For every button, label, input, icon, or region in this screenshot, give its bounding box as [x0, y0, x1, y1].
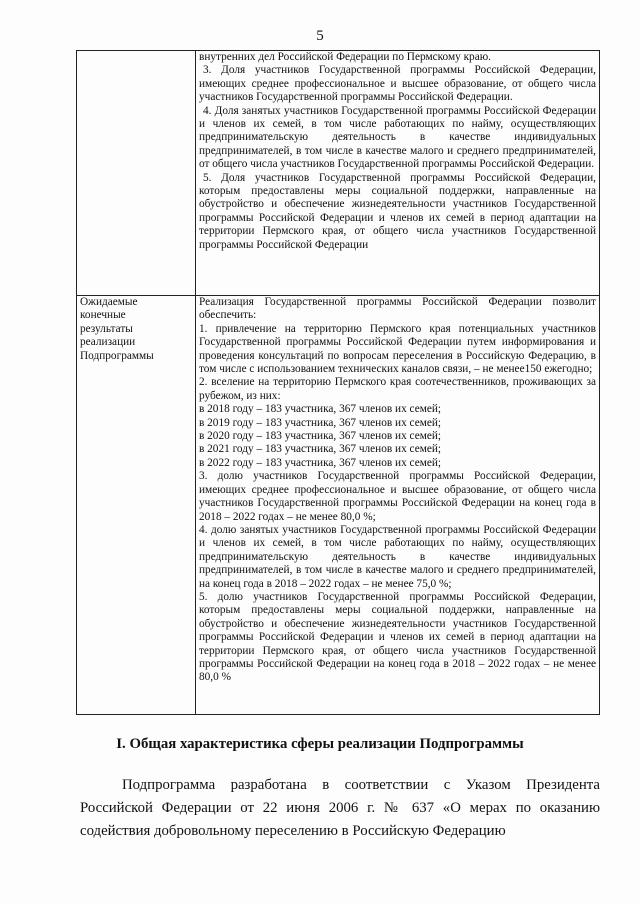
year-line-2018: в 2018 году – 183 участника, 367 членов их семей;: [199, 403, 442, 416]
page-number: 5: [316, 28, 324, 44]
result-item-1: 1. привлечение на территорию Пермского края потенциальных участников Государственной программы Российской Федерации путем информирования и проведения консультаций по вопросам переселения в Российскую Федерацию, в том числе с использованием технических каналов связи, – не менее150 ежегодно;: [199, 322, 596, 376]
row-label-cell: [77, 51, 196, 296]
result-item-2: 2. вселение на территорию Пермского края соотечественников, проживающих за рубежом, из них:: [199, 376, 596, 402]
row-content-cell: [196, 51, 600, 296]
year-line-2021: в 2021 году – 183 участника, 367 членов их семей;: [199, 443, 442, 456]
year-line-2019: в 2019 году – 183 участника, 367 членов их семей;: [199, 416, 442, 429]
indicator-4-text: 4. Доля занятых участников Государственной программы Российской Федерации и членов их семей, в том числе работающих по найму, осуществляющих предпринимательскую деятельность в качестве индивидуальных предпринимателей, в том числе в качестве малого и среднего предпринимателей, от общего числа участников Государственной программы Российской Федерации.: [199, 104, 596, 171]
indicator-3-text: 3. Доля участников Государственной программы Российской Федерации, имеющих среднее профессиональное и высшее образование, от общего числа участников Государственной программы Российской Федерации.: [199, 64, 596, 104]
indicator-text-continued: внутренних дел Российской Федерации по Пермскому краю.: [199, 51, 491, 63]
year-line-2020: в 2020 году – 183 участника, 367 членов их семей;: [199, 430, 442, 443]
body-paragraph: Подпрограмма разработана в соответствии с Указом Президента Российской Федерации от 22 июня 2006 г. № 637 «О мерах по оказанию содействия добровольному переселению в Российскую Федерацию: [80, 777, 600, 839]
indicator-5-text: 5. Доля участников Государственной программы Российской Федерации, которым предоставлены меры социальной поддержки, направленные на обустройство и обеспечение жизнедеятельности участников Государственной программы Российской Федерации и членов их семей в период адаптации на территории Пермского края, от общего числа участников Государственной программы Российской Федерации: [199, 171, 596, 251]
result-item-5: 5. долю участников Государственной программы Российской Федерации, которым предоставлены меры социальной поддержки, направленные на обустройство и обеспечение жизнедеятельности участников Государственной программы Российской Федерации и членов их семей в период адаптации на территории Пермского края, от общего числа участников Государственной программы Российской Федерации на конец года в 2018 – 2022 годах – не менее 80,0 %: [199, 590, 596, 684]
row-content-cell: [196, 296, 600, 715]
section-heading: I. Общая характеристика сферы реализации Подпрограммы: [116, 736, 524, 752]
table-row: [77, 51, 600, 296]
program-passport-table: [76, 50, 600, 715]
result-item-3: 3. долю участников Государственной программы Российской Федерации, имеющих среднее профессиональное и высшее образование, от общего числа участников Государственной программы Российской Федерации на конец года в 2018 – 2022 годах – не менее 80,0 %;: [199, 470, 596, 523]
row-label-cell: [77, 296, 196, 715]
table-row: [77, 296, 600, 715]
expected-results-label: Ожидаемые конечные результаты реализации Подпрограммы: [80, 296, 154, 362]
result-item-4: 4. долю занятых участников Государственной программы Российской Федерации и членов их семей, в том числе работающих по найму, осуществляющих предпринимательскую деятельность в качестве индивидуальных предпринимателей, в том числе в качестве малого и среднего предпринимателей, на конец года в 2018 – 2022 годах – не менее 75,0 %;: [199, 523, 596, 590]
results-intro: Реализация Государственной программы Российской Федерации позволит обеспечить:: [199, 296, 596, 322]
year-line-2022: в 2022 году – 183 участника, 367 членов их семей;: [199, 456, 442, 469]
